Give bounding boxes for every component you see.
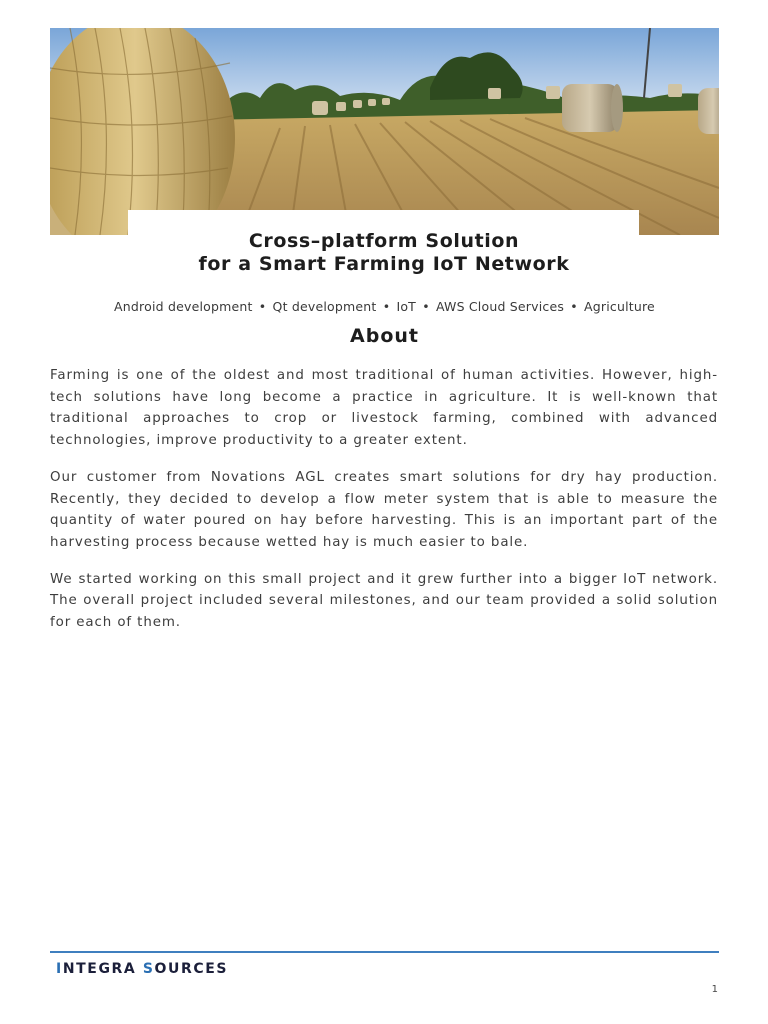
tag-separator: • (378, 299, 395, 314)
tag-separator: • (566, 299, 582, 314)
about-heading: About (350, 325, 419, 347)
tag: AWS Cloud Services (435, 299, 565, 314)
tag-separator: • (254, 299, 271, 314)
paragraph: We started working on this small project and it grew further into a bigger IoT network. The overall project included several milestones, and our team provided a solid solution for each of them. (50, 571, 718, 631)
about-body (50, 365, 718, 649)
tag-separator: • (418, 299, 434, 314)
hero-image (50, 28, 719, 235)
paragraph: Farming is one of the oldest and most traditional of human activities. However, high-tech solutions have long become a practice in agriculture. It is well-known that traditional approaches to crop or livestock farming, combined with advanced technologies, improve productivity to a greater extent. (50, 368, 718, 449)
tag: Agriculture (583, 299, 655, 314)
hay-field-photo (50, 28, 719, 235)
tag: Android development (114, 299, 253, 314)
brand-text: NTEGRA (62, 961, 143, 977)
paragraph: Our customer from Novations AGL creates smart solutions for dry hay production. Recently, they decided to develop a flow meter system that is able to measure the quantity of water poured on hay before harvesting. This is an important part of the harvesting process because wetted hay is much easier to bale. (50, 469, 718, 550)
brand-text: OURCES (154, 961, 229, 977)
title-line-2: for a Smart Farming IoT Network (198, 253, 570, 275)
brand-initial: S (142, 961, 155, 977)
footer-divider (50, 951, 719, 953)
page-number: 1 (711, 984, 718, 995)
brand-initial: I (56, 961, 63, 977)
brand-logo (56, 961, 228, 977)
tag-list (50, 299, 719, 315)
title-line-1: Cross–platform Solution (248, 230, 520, 252)
tag: Qt development (272, 299, 377, 314)
page-title (60, 230, 708, 276)
tag: IoT (396, 299, 417, 314)
